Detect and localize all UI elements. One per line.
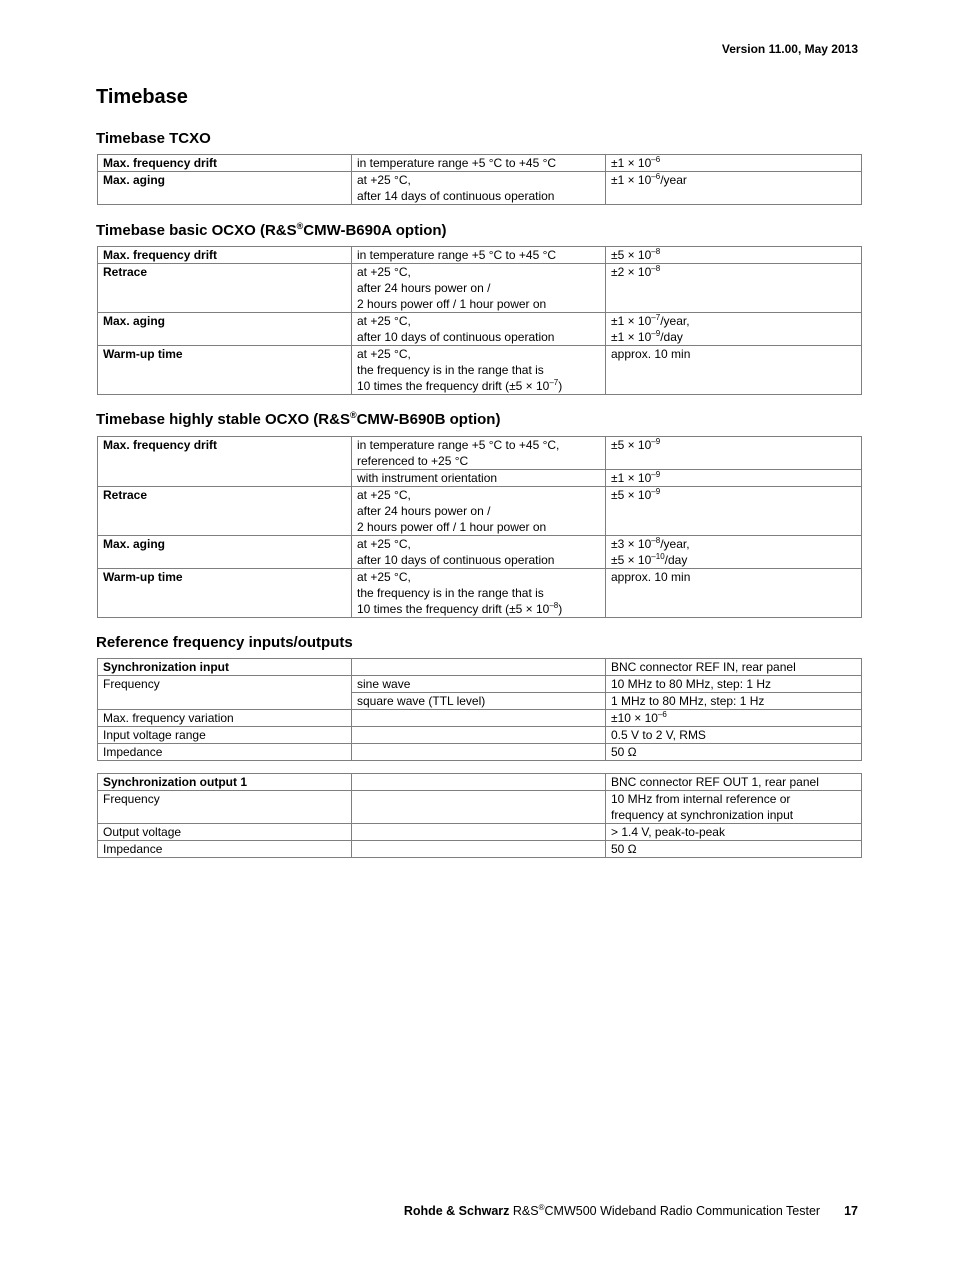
page-footer xyxy=(404,1204,858,1218)
spec-value: $\pm 2 \times 10^{-8}$ xyxy=(606,264,862,313)
table-row xyxy=(98,676,862,693)
spec-condition: at +25 °C, the frequency is in the range that is 10 times the frequency drift $(\pm 5 \times 10^{-8})$ xyxy=(352,569,606,618)
spec-condition: sine wave xyxy=(352,676,606,693)
spec-value: 10 MHz from internal reference or frequency at synchronization input xyxy=(606,791,862,824)
spec-label: Max. aging xyxy=(98,313,352,346)
spec-value: $\pm 5 \times 10^{-9}$ xyxy=(606,437,862,470)
spec-value: $\pm 5 \times 10^{-9}$ xyxy=(606,487,862,536)
spec-label: Max. aging xyxy=(98,172,352,205)
spec-label: Max. aging xyxy=(98,536,352,569)
spec-value: 0.5 V to 2 V, RMS xyxy=(606,727,862,744)
spec-label: Input voltage range xyxy=(98,727,352,744)
spec-condition: with instrument orientation xyxy=(352,470,606,487)
spec-label: Max. frequency variation xyxy=(98,710,352,727)
spec-condition: in temperature range +5 °C to +45 °C xyxy=(352,155,606,172)
table-row xyxy=(98,155,862,172)
spec-value: $\pm 1 \times 10^{-6}$ xyxy=(606,155,862,172)
table-row xyxy=(98,313,862,346)
spec-label: Impedance xyxy=(98,841,352,858)
spec-value: $\pm 3 \times 10^{-8}$/year, $\pm 5 \times 10^{-10}$/day xyxy=(606,536,862,569)
spec-value: $\pm 10 \times 10^{-6}$ xyxy=(606,710,862,727)
spec-value: 1 MHz to 80 MHz, step: 1 Hz xyxy=(606,693,862,710)
spec-value: 50 Ω xyxy=(606,841,862,858)
spec-label: Warm-up time xyxy=(98,346,352,395)
stable-ocxo-table xyxy=(97,436,862,618)
spec-value: 50 Ω xyxy=(606,744,862,761)
spec-condition: square wave (TTL level) xyxy=(352,693,606,710)
table-row xyxy=(98,172,862,205)
spec-label: Retrace xyxy=(98,264,352,313)
spec-condition-empty xyxy=(352,744,606,761)
table-row xyxy=(98,569,862,618)
spec-value: 10 MHz to 80 MHz, step: 1 Hz xyxy=(606,676,862,693)
section-heading-tcxo: Timebase TCXO xyxy=(96,130,211,147)
spec-label: Frequency xyxy=(98,791,352,824)
spec-value: approx. 10 min xyxy=(606,569,862,618)
spec-condition: at +25 °C, after 14 days of continuous operation xyxy=(352,172,606,205)
table-row xyxy=(98,346,862,395)
table-row xyxy=(98,791,862,824)
spec-label: Max. frequency drift xyxy=(98,437,352,470)
table-row xyxy=(98,247,862,264)
section-heading-ref-io: Reference frequency inputs/outputs xyxy=(96,634,353,651)
spec-value: > 1.4 V, peak-to-peak xyxy=(606,824,862,841)
company-name: Rohde & Schwarz xyxy=(403,1204,510,1218)
spec-condition: at +25 °C, after 10 days of continuous operation xyxy=(352,536,606,569)
product-name-prefix: R&S xyxy=(509,1204,539,1218)
sync-input-table xyxy=(97,658,862,761)
spec-label: Retrace xyxy=(98,487,352,536)
spec-condition: at +25 °C, after 24 hours power on / 2 hours power off / 1 hour power on xyxy=(352,487,606,536)
table-row xyxy=(98,487,862,536)
spec-value: $\pm 1 \times 10^{-6}$/year xyxy=(606,172,862,205)
spec-condition-empty xyxy=(352,727,606,744)
spec-value: BNC connector REF IN, rear panel xyxy=(606,659,862,676)
table-row xyxy=(98,774,862,791)
page-title: Timebase xyxy=(96,86,188,108)
spec-condition-empty xyxy=(352,824,606,841)
spec-label: Impedance xyxy=(98,744,352,761)
spec-condition-empty xyxy=(352,841,606,858)
spec-condition: in temperature range +5 °C to +45 °C xyxy=(352,247,606,264)
spec-label: Output voltage xyxy=(98,824,352,841)
table-row xyxy=(98,744,862,761)
document-version: Version 11.00, May 2013 xyxy=(721,42,858,56)
table-row xyxy=(98,727,862,744)
spec-condition-empty xyxy=(352,659,606,676)
page-number: 17 xyxy=(844,1204,858,1218)
registered-mark: ® xyxy=(538,1203,545,1212)
spec-value: approx. 10 min xyxy=(606,346,862,395)
section-heading-basic-ocxo: Timebase basic OCXO (R&S®CMW-B690A option) xyxy=(96,221,447,239)
section-heading-stable-ocxo: Timebase highly stable OCXO (R&S®CMW-B690B option) xyxy=(96,410,501,428)
table-row xyxy=(98,824,862,841)
spec-condition: at +25 °C, after 10 days of continuous operation xyxy=(352,313,606,346)
table-row xyxy=(98,693,862,710)
table-row xyxy=(98,710,862,727)
spec-condition-empty xyxy=(352,774,606,791)
spec-label: Synchronization output 1 xyxy=(98,774,352,791)
tcxo-table xyxy=(97,154,862,205)
spec-value: BNC connector REF OUT 1, rear panel xyxy=(606,774,862,791)
table-row xyxy=(98,841,862,858)
spec-value: $\pm 5 \times 10^{-8}$ xyxy=(606,247,862,264)
product-name: CMW500 Wideband Radio Communication Tester xyxy=(544,1204,821,1218)
basic-ocxo-table xyxy=(97,246,862,395)
spec-value: $\pm 1 \times 10^{-9}$ xyxy=(606,470,862,487)
table-row xyxy=(98,470,862,487)
spec-condition-empty xyxy=(352,710,606,727)
spec-value: $\pm 1 \times 10^{-7}$/year, $\pm 1 \times 10^{-9}$/day xyxy=(606,313,862,346)
spec-condition-empty xyxy=(352,791,606,824)
table-row xyxy=(98,659,862,676)
spec-label-empty xyxy=(98,693,352,710)
spec-label: Frequency xyxy=(98,676,352,693)
sync-output-table xyxy=(97,773,862,858)
table-row xyxy=(98,437,862,470)
spec-label: Max. frequency drift xyxy=(98,247,352,264)
spec-label: Warm-up time xyxy=(98,569,352,618)
spec-condition: in temperature range +5 °C to +45 °C, referenced to +25 °C xyxy=(352,437,606,470)
spec-condition: at +25 °C, after 24 hours power on / 2 hours power off / 1 hour power on xyxy=(352,264,606,313)
table-row xyxy=(98,264,862,313)
spec-label: Synchronization input xyxy=(98,659,352,676)
spec-condition: at +25 °C, the frequency is in the range that is 10 times the frequency drift $(\pm 5 \times 10^{-7})$ xyxy=(352,346,606,395)
spec-label-empty xyxy=(98,470,352,487)
table-row xyxy=(98,536,862,569)
spec-label: Max. frequency drift xyxy=(98,155,352,172)
